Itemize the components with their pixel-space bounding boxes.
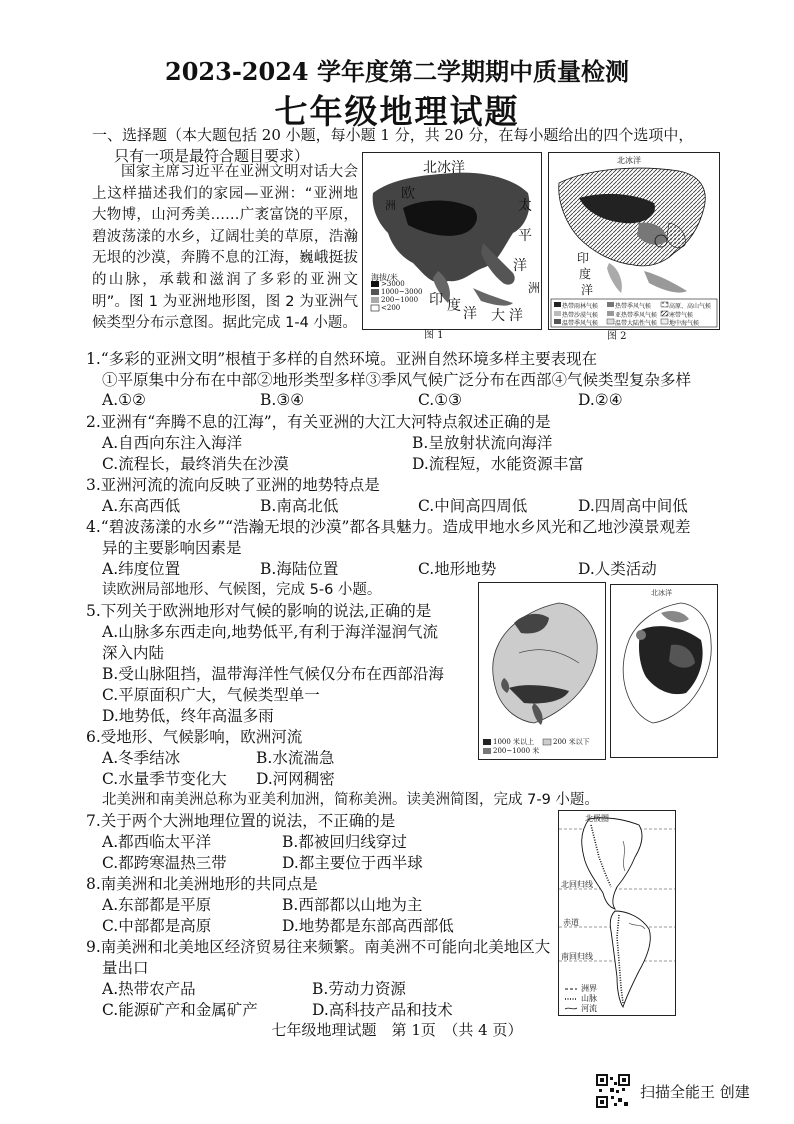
- legend-europe-2: 200~1000 米: [493, 747, 540, 755]
- q5-option-a-cont: 深入内陆: [102, 644, 165, 662]
- q4-option-a: A.纬度位置: [102, 560, 181, 578]
- label-pacific-2: 平: [518, 228, 532, 244]
- label-arctic-circle: 北极圈: [585, 814, 609, 823]
- q5-option-d: D.地势低，终年高温多雨: [102, 707, 274, 725]
- q8-stem: 8.南美洲和北美洲地形的共同点是: [86, 875, 318, 893]
- legend-climate-3: 高原、高山气候: [669, 303, 712, 310]
- label-pacific-1: 太: [518, 198, 532, 214]
- label-indian-1: 印: [429, 292, 443, 308]
- figure-2-asia-climate-map: [548, 152, 720, 330]
- q7-option-a: A.都西临太平洋: [102, 833, 212, 851]
- label-arctic-ocean-3: 北冰洋: [651, 589, 672, 597]
- legend-climate-2: 热带季风气候: [615, 303, 652, 310]
- page-footer: 七年级地理试题 第 1页 （共 4 页）: [271, 1021, 523, 1039]
- q4-option-d: D.人类活动: [578, 560, 657, 578]
- label-indian-2: 度: [447, 298, 461, 314]
- legend-mountain: 山脉: [581, 994, 597, 1003]
- legend-climate-5: 亚热带季风气候: [615, 312, 658, 319]
- legend-europe-3: 200 米以下: [553, 738, 590, 746]
- legend-climate-9: 地中海气候: [669, 320, 700, 327]
- q7-option-c: C.都跨寒温热三带: [102, 854, 227, 872]
- q7-option-b: B.都被回归线穿过: [282, 833, 407, 851]
- q2-option-c: C.流程长，最终消失在沙漠: [102, 455, 289, 473]
- figure-4-europe-climate-map: [610, 584, 718, 758]
- section-heading-2: 只有一项是最符合题目要求）: [114, 147, 310, 165]
- figure-3-europe-terrain-map: [478, 582, 606, 760]
- label-indian-b: 度: [579, 267, 592, 281]
- legend-continent-boundary: 洲界: [581, 984, 597, 993]
- figure-1-asia-terrain-map: [362, 152, 542, 330]
- q4-option-c: C.地形地势: [418, 560, 497, 578]
- q9-option-d: D.高科技产品和技术: [312, 1001, 453, 1019]
- qr-code-icon: [596, 1074, 630, 1108]
- label-europe-char: 欧: [401, 186, 415, 202]
- q1-option-d: D.②④: [578, 391, 623, 409]
- intro-america: 北美洲和南美洲总称为亚美利加洲，简称美洲。读美洲简图，完成 7-9 小题。: [102, 792, 599, 808]
- label-indian-a: 印: [577, 251, 590, 265]
- label-equator: 赤道: [563, 918, 579, 927]
- q2-stem: 2.亚洲有“奔腾不息的江海”，有关亚洲的大江大河特点叙述正确的是: [86, 413, 551, 431]
- q4-option-b: B.海陆位置: [260, 560, 339, 578]
- q8-option-d: D.地势都是东部高西部低: [282, 917, 454, 935]
- q4-stem: 4.“碧波荡漾的水乡”“浩瀚无垠的沙漠”都各具魅力。造成甲地水乡风光和乙地沙漠景观差: [86, 518, 691, 536]
- legend-altitude-1: >3000: [381, 280, 405, 288]
- legend-climate-6: 寒带气候: [669, 312, 694, 319]
- q3-stem: 3.亚洲河流的流向反映了亚洲的地势特点是: [86, 476, 380, 494]
- q1-option-c: C.①③: [418, 391, 463, 409]
- exam-header-title: 2023-2024 学年度第二学期期中质量检测: [165, 57, 629, 86]
- q1-option-b: B.③④: [260, 391, 305, 409]
- label-tropic-capricorn: 南回归线: [561, 952, 593, 961]
- q5-stem: 5.下列关于欧洲地形对气候的影响的说法,正确的是: [86, 602, 432, 620]
- q8-option-c: C.中部都是高原: [102, 917, 212, 935]
- q6-option-b: B.水流湍急: [256, 749, 335, 767]
- label-indian-3: 洋: [463, 306, 477, 322]
- q7-option-d: D.都主要位于西半球: [282, 854, 423, 872]
- q9-option-b: B.劳动力资源: [312, 980, 406, 998]
- section-heading: 一、选择题（本大题包括 20 小题，每小题 1 分，共 20 分，在每小题给出的四个选项中，: [92, 126, 694, 144]
- q8-option-b: B.西部都以山地为主: [282, 896, 423, 914]
- q2-option-a: A.自西向东注入海洋: [102, 434, 243, 452]
- q5-option-a: A.山脉多东西走向,地势低平,有利于海洋湿润气流: [102, 623, 438, 641]
- europe-climate-graphic: [611, 585, 717, 757]
- figure-5-americas-map: [558, 810, 676, 1016]
- legend-climate-7: 温带季风气候: [562, 320, 599, 327]
- q9-stem-2: 量出口: [102, 959, 149, 977]
- label-tropic-cancer: 北回归线: [561, 880, 593, 889]
- legend-title-altitude: 海拔/米: [371, 273, 398, 282]
- intro-europe: 读欧洲局部地形、气候图，完成 5-6 小题。: [102, 582, 382, 598]
- europe-terrain-graphic: [479, 583, 605, 759]
- q5-option-c: C.平原面积广大，气候类型单一: [102, 686, 320, 704]
- legend-climate-8: 温带大陆性气候: [615, 320, 658, 327]
- q6-option-a: A.冬季结冰: [102, 749, 181, 767]
- label-oceania-1: 大: [491, 308, 505, 324]
- q4-stem-2: 异的主要影响因素是: [102, 539, 242, 557]
- q1-option-a: A.①②: [102, 391, 146, 409]
- q5-option-b: B.受山脉阻挡，温带海洋性气候仅分布在西部沿海: [102, 665, 444, 683]
- q6-option-c: C.水量季节变化大: [102, 770, 227, 788]
- label-indian-c: 洋: [581, 283, 594, 297]
- figure-2-caption: 图 2: [607, 331, 627, 342]
- americas-map-graphic: [559, 811, 675, 1015]
- q3-option-c: C.中间高四周低: [418, 497, 528, 515]
- label-pacific-3: 洋: [513, 258, 527, 274]
- intro-paragraph-asia: 国家主席习近平在亚洲文明对话大会上这样描述我们的家园—亚洲：“亚洲地大物博，山河秀美……广袤富饶的平原，碧波荡漾的水乡，辽阔壮美的草原，浩瀚无垠的沙漠，奔腾不息的江海，巍峨挺拔的山脉，承载和滋润了多彩的亚洲文明”。图 1 为亚洲地形图，图 2 为亚洲气候类型分布示意图。据此完成 1-4 小题。: [92, 164, 358, 332]
- legend-altitude-3: 200~1000: [381, 296, 419, 304]
- label-arctic-ocean: 北冰洋: [423, 160, 465, 176]
- legend-europe-1: 1000 米以上: [493, 738, 535, 746]
- q9-option-a: A.热带农产品: [102, 980, 196, 998]
- scanner-watermark: 扫描全能王 创建: [640, 1083, 750, 1101]
- legend-climate-4: 热带沙漠气候: [562, 312, 599, 319]
- q6-option-d: D.河网稠密: [256, 770, 335, 788]
- q1-items: ①平原集中分布在中部②地形类型多样③季风气候广泛分布在西部④气候类型复杂多样: [102, 371, 692, 389]
- label-oceania-2: 洋: [509, 308, 523, 324]
- q3-option-b: B.南高北低: [260, 497, 339, 515]
- label-europe-2: 洲: [385, 199, 396, 212]
- legend-river: 河流: [581, 1004, 597, 1013]
- q2-option-b: B.呈放射状流向海洋: [412, 434, 553, 452]
- q7-stem: 7.关于两个大洲地理位置的说法，不正确的是: [86, 812, 396, 830]
- legend-altitude-2: 1000~3000: [381, 288, 423, 296]
- legend-altitude-4: <200: [381, 304, 401, 312]
- q3-option-d: D.四周高中间低: [578, 497, 688, 515]
- q9-stem: 9.南美洲和北美地区经济贸易往来频繁。南美洲不可能向北美地区大: [86, 938, 551, 956]
- exam-subject-title: 七年级地理试题: [274, 92, 520, 131]
- q8-option-a: A.东部都是平原: [102, 896, 212, 914]
- q9-option-c: C.能源矿产和金属矿产: [102, 1001, 258, 1019]
- legend-climate-1: 热带雨林气候: [562, 303, 599, 310]
- q1-stem: 1.“多彩的亚洲文明”根植于多样的自然环境。亚洲自然环境多样主要表现在: [86, 350, 598, 368]
- label-arctic-ocean-2: 北冰洋: [617, 156, 641, 165]
- q6-stem: 6.受地形、气候影响，欧洲河流: [86, 728, 303, 746]
- q2-option-d: D.流程短，水能资源丰富: [412, 455, 584, 473]
- label-oceania-3: 洲: [528, 281, 541, 295]
- figure-1-caption: 图 1: [424, 330, 444, 341]
- q3-option-a: A.东高西低: [102, 497, 181, 515]
